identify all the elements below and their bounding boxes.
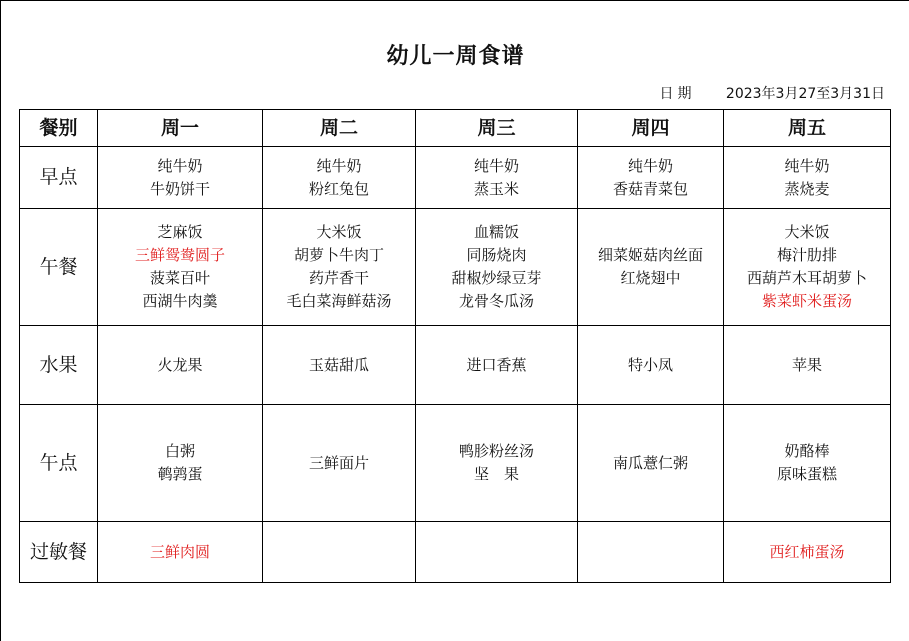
page-title: 幼儿一周食谱 [386,43,525,69]
cell-allergy-meal-thu [578,522,724,583]
dish-item: 三鲜肉圆 [149,542,210,561]
dish-item: 血糯饭 [473,223,519,241]
dish-item: 粉红兔包 [308,179,369,198]
dish-item: 纯牛奶 [316,156,362,175]
cell-allergy-meal-fri [724,522,891,583]
dish-item: 同肠烧肉 [466,246,527,264]
date-label: 日期 [659,86,696,102]
weekly-menu-table [19,109,891,583]
header-day-thu: 周四 [578,110,724,147]
cell-breakfast-fri [724,147,891,209]
dish-item: 蒸烧麦 [784,179,830,198]
cell-lunch-mon [98,209,263,326]
cell-fruit-wed [416,326,578,405]
dish-item: 牛奶饼干 [149,179,210,198]
dish-item: 三鲜面片 [308,453,369,472]
dish-item: 纯牛奶 [627,156,673,175]
cell-afternoon-snack-wed [416,405,578,522]
dish-item: 西湖牛肉羹 [142,292,218,310]
cell-breakfast-mon [98,147,263,209]
dish-item: 胡萝卜牛肉丁 [293,246,384,264]
dish-item: 细菜姬菇肉丝面 [597,246,703,264]
cell-afternoon-snack-fri [724,405,891,522]
dish-item: 龙骨冬瓜汤 [458,292,534,310]
dish-item: 药芹香干 [308,269,369,287]
cell-allergy-meal-tue [263,522,416,583]
dish-item: 纯牛奶 [473,156,519,175]
dish-item: 进口香蕉 [466,355,527,374]
table-row [20,147,891,209]
header-row [20,110,891,147]
cell-allergy-meal-wed [416,522,578,583]
dish-item: 大米饭 [316,223,362,241]
dish-item: 三鲜鸳鸯圆子 [134,246,225,264]
cell-breakfast-tue [263,147,416,209]
cell-afternoon-snack-mon [98,405,263,522]
dish-item: 毛白菜海鲜菇汤 [286,292,392,310]
dish-item: 奶酪棒 [784,442,830,460]
header-day-fri: 周五 [724,110,891,147]
dish-item: 坚 果 [473,465,519,483]
header-corner: 餐别 [20,110,98,147]
row-label-lunch: 午餐 [20,209,98,326]
dish-item: 苹果 [791,355,822,374]
cell-breakfast-thu [578,147,724,209]
dish-item: 西葫芦木耳胡萝卜 [746,269,867,287]
dish-item: 红烧翅中 [620,269,681,287]
table-row [20,209,891,326]
cell-lunch-fri [724,209,891,326]
cell-afternoon-snack-thu [578,405,724,522]
row-label-fruit: 水果 [20,326,98,405]
dish-item: 纯牛奶 [784,156,830,175]
dish-item: 蒸玉米 [473,179,519,198]
table-row [20,326,891,405]
dish-item: 特小凤 [627,355,673,374]
dish-item: 南瓜薏仁粥 [612,453,688,472]
dish-item: 鹌鹑蛋 [157,465,203,483]
row-label-allergy-meal: 过敏餐 [20,522,98,583]
cell-lunch-thu [578,209,724,326]
cell-fruit-thu [578,326,724,405]
cell-fruit-fri [724,326,891,405]
cell-lunch-wed [416,209,578,326]
dish-item: 西红柿蛋汤 [769,542,845,561]
table-row [20,405,891,522]
dish-item: 芝麻饭 [157,223,203,241]
cell-breakfast-wed [416,147,578,209]
dish-item: 白粥 [164,442,195,460]
dish-item: 紫菜虾米蛋汤 [761,292,852,310]
cell-allergy-meal-mon [98,522,263,583]
date-row [659,83,885,103]
dish-item: 火龙果 [157,355,203,374]
dish-item: 玉菇甜瓜 [308,355,369,374]
dish-item: 原味蛋糕 [776,465,837,483]
row-label-afternoon-snack: 午点 [20,405,98,522]
header-day-wed: 周三 [416,110,578,147]
dish-item: 香菇青菜包 [612,179,688,198]
dish-item: 甜椒炒绿豆芽 [451,269,542,287]
date-range: 2023年3月27至3月31日 [725,86,885,102]
table-row [20,522,891,583]
header-day-mon: 周一 [98,110,263,147]
dish-item: 梅汁肋排 [776,246,837,264]
header-day-tue: 周二 [263,110,416,147]
dish-item: 纯牛奶 [157,156,203,175]
dish-item: 菠菜百叶 [149,269,210,287]
cell-fruit-tue [263,326,416,405]
dish-item: 鸭胗粉丝汤 [458,442,534,460]
cell-afternoon-snack-tue [263,405,416,522]
dish-item: 大米饭 [784,223,830,241]
row-label-breakfast: 早点 [20,147,98,209]
cell-fruit-mon [98,326,263,405]
cell-lunch-tue [263,209,416,326]
